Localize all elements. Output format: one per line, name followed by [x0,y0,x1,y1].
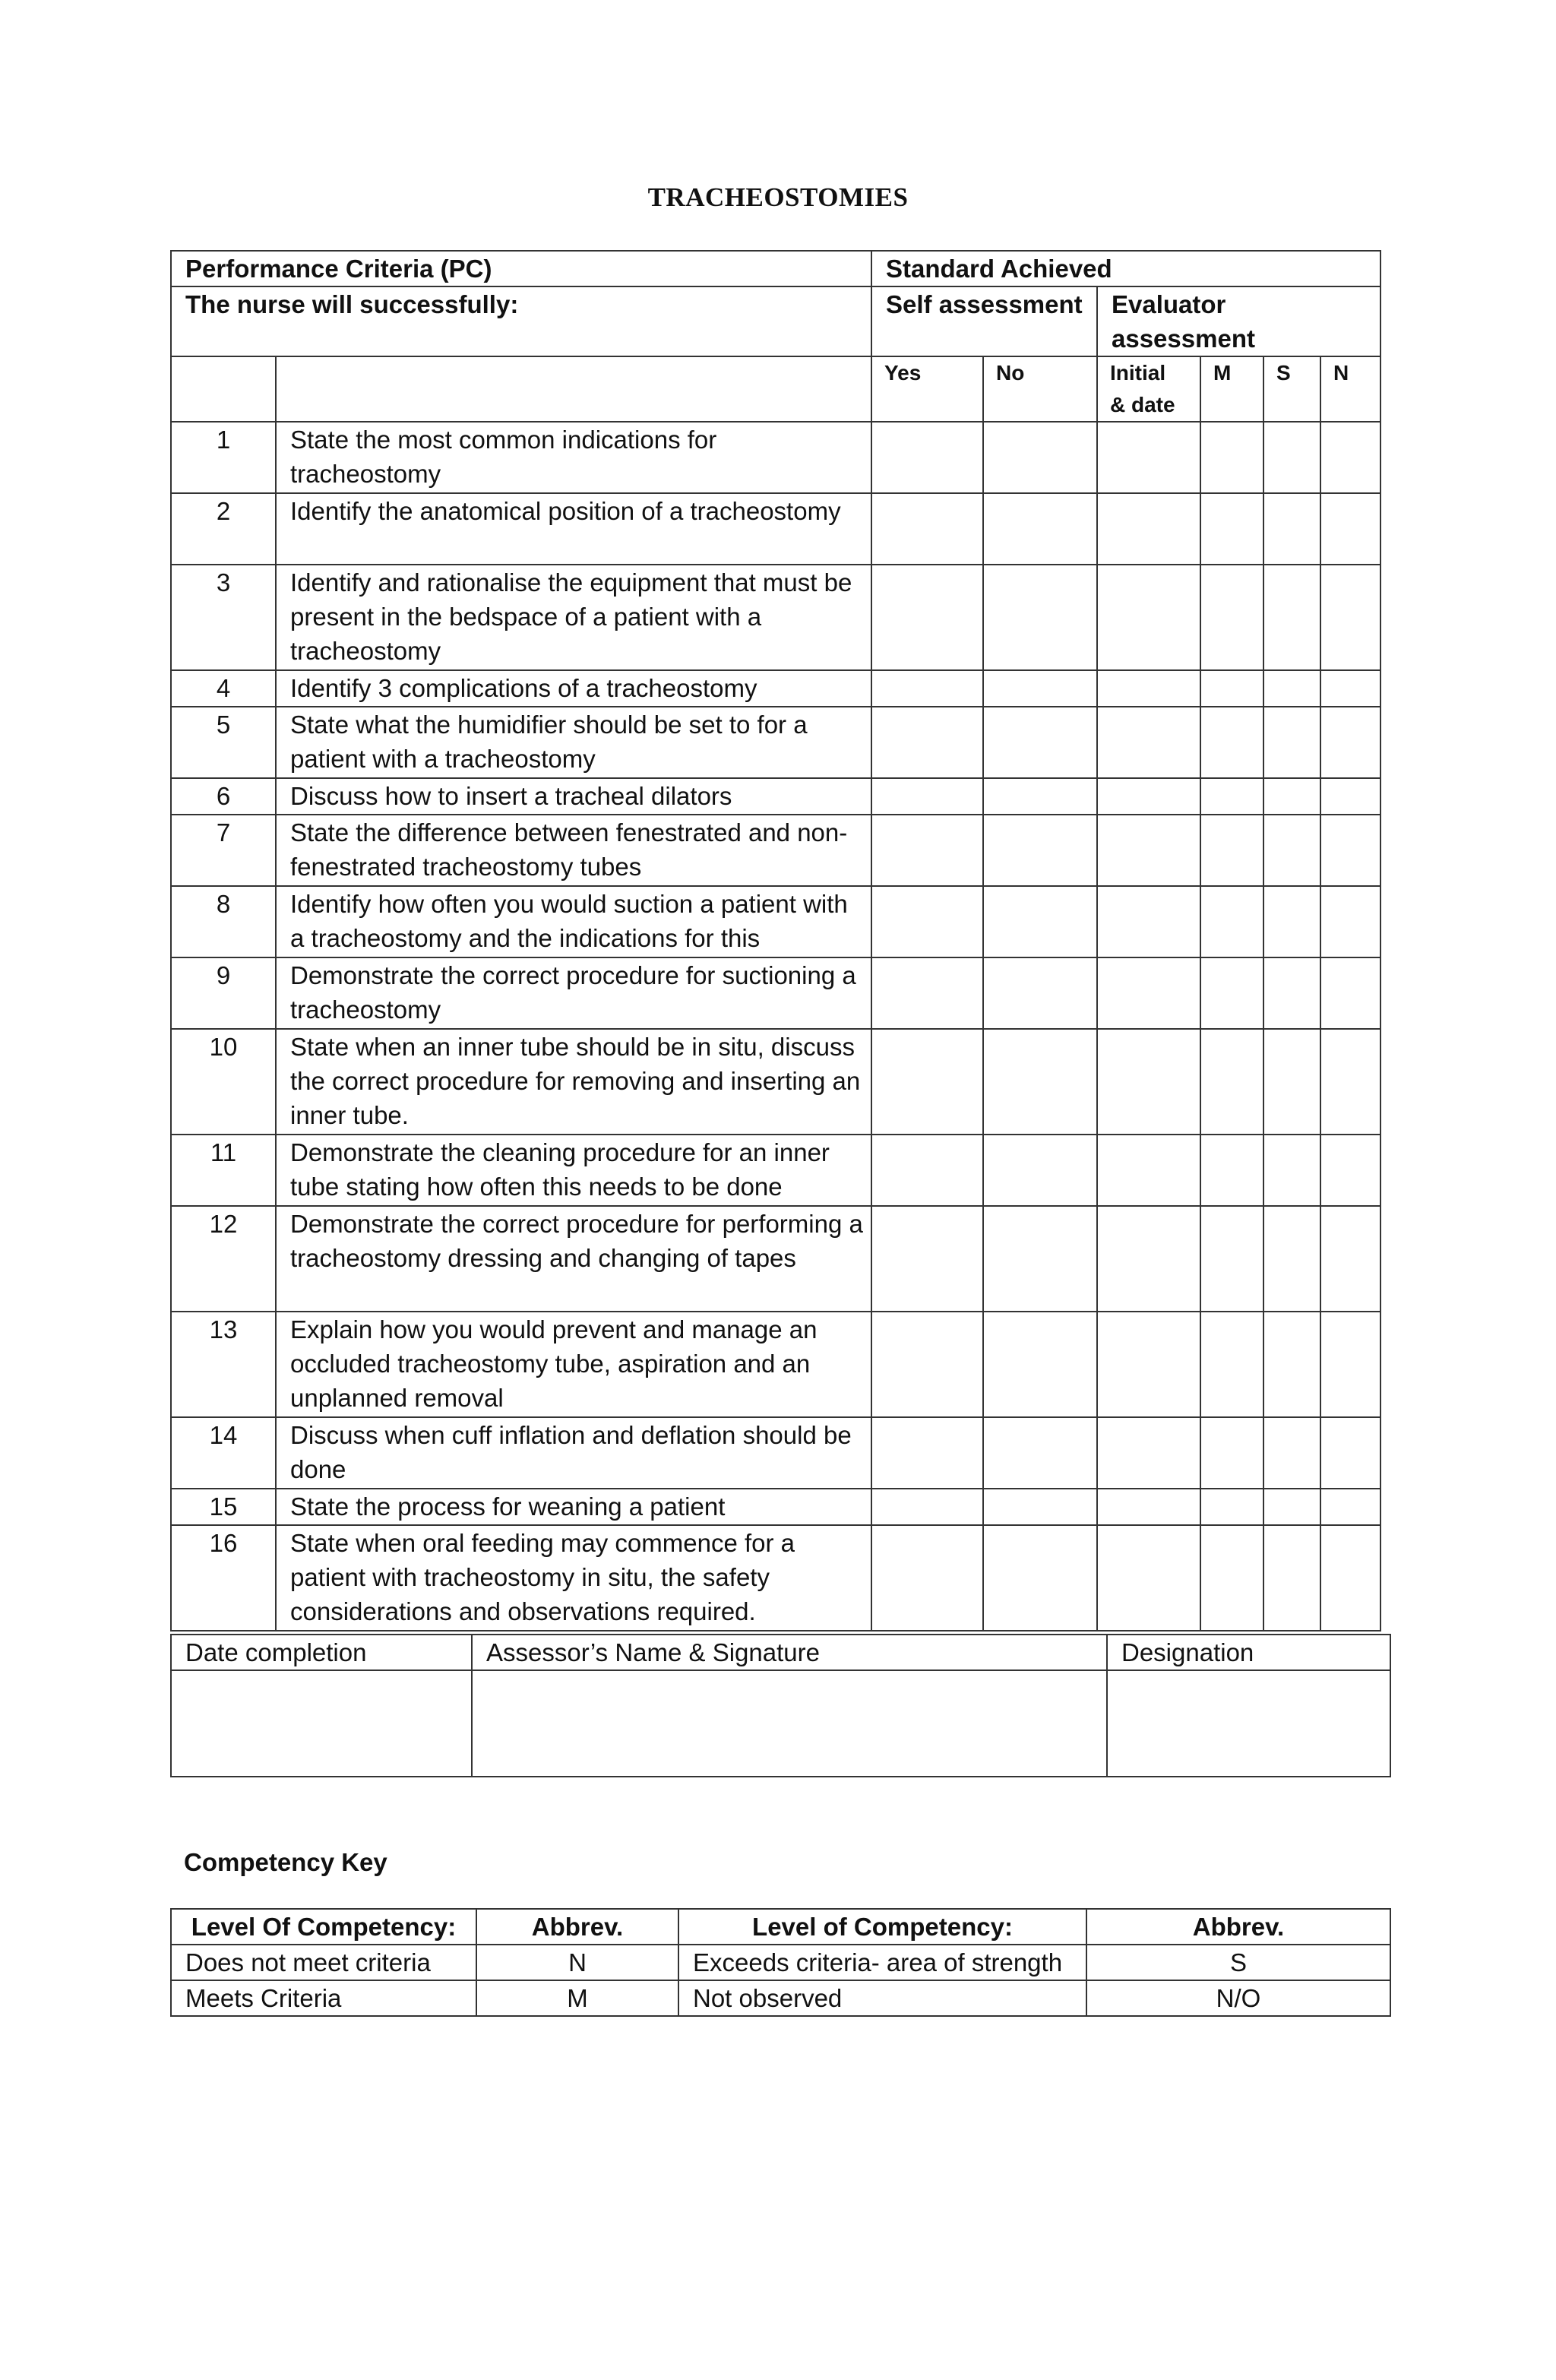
n-column-header: N [1320,356,1380,422]
criteria-text: Demonstrate the cleaning procedure for an inner tube stating how often this needs to be done [276,1135,871,1206]
s-cell[interactable] [1263,1489,1320,1525]
s-cell[interactable] [1263,493,1320,565]
table-row [171,565,1380,670]
table-row [171,886,1380,957]
criteria-text: Identify 3 complications of a tracheostomy [276,670,871,707]
initial-date-cell[interactable] [1097,565,1200,670]
initial-date-cell[interactable] [1097,493,1200,565]
s-cell[interactable] [1263,565,1320,670]
criteria-number: 1 [171,422,276,493]
m-cell[interactable] [1200,1029,1263,1135]
m-column-header: M [1200,356,1263,422]
designation-field[interactable] [1107,1670,1390,1777]
m-cell[interactable] [1200,1489,1263,1525]
criteria-number: 3 [171,565,276,670]
table-row [171,815,1380,886]
s-cell[interactable] [1263,1029,1320,1135]
m-cell[interactable] [1200,1135,1263,1206]
criteria-text: Identify how often you would suction a patient with a tracheostomy and the indications for this [276,886,871,957]
no-cell[interactable] [983,1489,1097,1525]
criteria-number: 11 [171,1135,276,1206]
s-cell[interactable] [1263,778,1320,815]
initial-date-cell[interactable] [1097,886,1200,957]
blank-cell [171,356,276,422]
m-cell[interactable] [1200,670,1263,707]
table-row [171,1417,1380,1489]
nurse-will-successfully-header: The nurse will successfully: [171,286,871,356]
self-assessment-header: Self assessment [871,286,1097,356]
s-cell[interactable] [1263,670,1320,707]
key-level: Not observed [678,1980,1086,2016]
yes-cell[interactable] [871,1135,983,1206]
no-cell[interactable] [983,1525,1097,1631]
s-cell[interactable] [1263,1525,1320,1631]
table-row [171,1525,1380,1631]
yes-cell[interactable] [871,1029,983,1135]
yes-cell[interactable] [871,422,983,493]
n-cell[interactable] [1320,1135,1380,1206]
s-cell[interactable] [1263,1135,1320,1206]
n-cell[interactable] [1320,778,1380,815]
m-cell[interactable] [1200,1417,1263,1489]
criteria-number: 12 [171,1206,276,1312]
s-cell[interactable] [1263,815,1320,886]
n-cell[interactable] [1320,1489,1380,1525]
s-cell[interactable] [1263,1312,1320,1417]
yes-cell[interactable] [871,565,983,670]
criteria-text: Identify and rationalise the equipment that must be present in the bedspace of a patient with a tracheostomy [276,565,871,670]
yes-cell[interactable] [871,1417,983,1489]
signoff-table [170,1634,1391,1777]
initial-label: Initial [1110,361,1166,385]
no-cell[interactable] [983,1135,1097,1206]
table-row [171,1312,1380,1417]
date-completion-field[interactable] [171,1670,472,1777]
m-cell[interactable] [1200,1206,1263,1312]
n-cell[interactable] [1320,493,1380,565]
no-cell[interactable] [983,493,1097,565]
m-cell[interactable] [1200,1525,1263,1631]
initial-date-cell[interactable] [1097,815,1200,886]
yes-cell[interactable] [871,815,983,886]
s-cell[interactable] [1263,422,1320,493]
blank-cell [276,356,871,422]
yes-cell[interactable] [871,493,983,565]
criteria-number: 14 [171,1417,276,1489]
criteria-text: State the difference between fenestrated and non- fenestrated tracheostomy tubes [276,815,871,886]
yes-cell[interactable] [871,1489,983,1525]
m-cell[interactable] [1200,422,1263,493]
m-cell[interactable] [1200,886,1263,957]
no-cell[interactable] [983,1312,1097,1417]
yes-column-header: Yes [871,356,983,422]
n-cell[interactable] [1320,1417,1380,1489]
initial-date-cell[interactable] [1097,957,1200,1029]
m-cell[interactable] [1200,565,1263,670]
key-abbrev: N/O [1086,1980,1390,2016]
criteria-number: 8 [171,886,276,957]
no-column-header: No [983,356,1097,422]
criteria-text: State the most common indications for tracheostomy [276,422,871,493]
page-title: TRACHEOSTOMIES [647,182,909,212]
n-cell[interactable] [1320,815,1380,886]
n-cell[interactable] [1320,707,1380,778]
key-abbrev: N [476,1945,678,1980]
date-label: & date [1110,393,1175,416]
no-cell[interactable] [983,670,1097,707]
assessor-signature-field[interactable] [472,1670,1107,1777]
m-cell[interactable] [1200,778,1263,815]
n-cell[interactable] [1320,422,1380,493]
criteria-text: Demonstrate the correct procedure for performing a tracheostomy dressing and changing of tapes [276,1206,871,1312]
criteria-number: 16 [171,1525,276,1631]
no-cell[interactable] [983,778,1097,815]
m-cell[interactable] [1200,1312,1263,1417]
criteria-text: Explain how you would prevent and manage an occluded tracheostomy tube, aspiration and an unplanned removal [276,1312,871,1417]
key-level: Does not meet criteria [171,1945,476,1980]
criteria-number: 4 [171,670,276,707]
n-cell[interactable] [1320,957,1380,1029]
m-cell[interactable] [1200,707,1263,778]
yes-cell[interactable] [871,1525,983,1631]
table-row [171,493,1380,565]
key-header-level: Level Of Competency: [171,1909,476,1945]
criteria-number: 15 [171,1489,276,1525]
no-cell[interactable] [983,886,1097,957]
no-cell[interactable] [983,1029,1097,1135]
no-cell[interactable] [983,422,1097,493]
s-cell[interactable] [1263,707,1320,778]
initial-date-cell[interactable] [1097,1206,1200,1312]
table-row [171,1489,1380,1525]
initial-date-cell[interactable] [1097,1525,1200,1631]
performance-criteria-table [170,250,1381,1632]
table-row [171,422,1380,493]
s-cell[interactable] [1263,886,1320,957]
n-cell[interactable] [1320,886,1380,957]
table-row [171,957,1380,1029]
designation-header: Designation [1107,1635,1390,1670]
key-level: Meets Criteria [171,1980,476,2016]
no-cell[interactable] [983,565,1097,670]
table-subheader-row [171,356,1380,422]
table-row [171,1029,1380,1135]
n-cell[interactable] [1320,670,1380,707]
initial-date-cell[interactable] [1097,778,1200,815]
criteria-text: Demonstrate the correct procedure for suctioning a tracheostomy [276,957,871,1029]
date-completion-header: Date completion [171,1635,472,1670]
table-row [171,707,1380,778]
criteria-text: Discuss when cuff inflation and deflation should be done [276,1417,871,1489]
competency-key-title: Competency Key [184,1848,387,1876]
initial-date-cell[interactable] [1097,1029,1200,1135]
criteria-text: State when oral feeding may commence for a patient with tracheostomy in situ, the safety considerations and observations required. [276,1525,871,1631]
initial-date-column-header [1097,356,1200,422]
n-cell[interactable] [1320,565,1380,670]
yes-cell[interactable] [871,1312,983,1417]
initial-date-cell[interactable] [1097,1417,1200,1489]
competency-key-table [170,1908,1391,2017]
criteria-text: State when an inner tube should be in situ, discuss the correct procedure for removing and inserting an inner tube. [276,1029,871,1135]
no-cell[interactable] [983,957,1097,1029]
n-cell[interactable] [1320,1525,1380,1631]
initial-date-cell[interactable] [1097,1489,1200,1525]
initial-date-cell[interactable] [1097,422,1200,493]
n-cell[interactable] [1320,1312,1380,1417]
criteria-number: 2 [171,493,276,565]
yes-cell[interactable] [871,957,983,1029]
m-cell[interactable] [1200,815,1263,886]
m-cell[interactable] [1200,957,1263,1029]
standard-achieved-header: Standard Achieved [871,251,1380,286]
key-abbrev: M [476,1980,678,2016]
criteria-number: 7 [171,815,276,886]
performance-criteria-header: Performance Criteria (PC) [171,251,871,286]
initial-date-cell[interactable] [1097,670,1200,707]
table-row [171,670,1380,707]
s-cell[interactable] [1263,1417,1320,1489]
initial-date-cell[interactable] [1097,1135,1200,1206]
criteria-text: Discuss how to insert a tracheal dilators [276,778,871,815]
s-column-header: S [1263,356,1320,422]
criteria-number: 13 [171,1312,276,1417]
yes-cell[interactable] [871,778,983,815]
table-row [171,1206,1380,1312]
assessor-name-signature-header: Assessor’s Name & Signature [472,1635,1107,1670]
yes-cell[interactable] [871,707,983,778]
criteria-text: Identify the anatomical position of a tracheostomy [276,493,871,565]
initial-date-cell[interactable] [1097,1312,1200,1417]
no-cell[interactable] [983,815,1097,886]
n-cell[interactable] [1320,1206,1380,1312]
yes-cell[interactable] [871,1206,983,1312]
criteria-number: 6 [171,778,276,815]
table-row [171,778,1380,815]
key-header-abbrev: Abbrev. [476,1909,678,1945]
s-cell[interactable] [1263,957,1320,1029]
no-cell[interactable] [983,1206,1097,1312]
m-cell[interactable] [1200,493,1263,565]
criteria-text: State the process for weaning a patient [276,1489,871,1525]
key-header-abbrev: Abbrev. [1086,1909,1390,1945]
criteria-number: 5 [171,707,276,778]
key-header-level: Level of Competency: [678,1909,1086,1945]
evaluator-assessment-header: Evaluator assessment [1097,286,1380,356]
criteria-number: 9 [171,957,276,1029]
criteria-text: State what the humidifier should be set to for a patient with a tracheostomy [276,707,871,778]
no-cell[interactable] [983,707,1097,778]
no-cell[interactable] [983,1417,1097,1489]
yes-cell[interactable] [871,670,983,707]
n-cell[interactable] [1320,1029,1380,1135]
table-header-row [171,286,1380,356]
s-cell[interactable] [1263,1206,1320,1312]
table-header-row [171,251,1380,286]
key-level: Exceeds criteria- area of strength [678,1945,1086,1980]
criteria-number: 10 [171,1029,276,1135]
yes-cell[interactable] [871,886,983,957]
key-abbrev: S [1086,1945,1390,1980]
table-row [171,1135,1380,1206]
initial-date-cell[interactable] [1097,707,1200,778]
